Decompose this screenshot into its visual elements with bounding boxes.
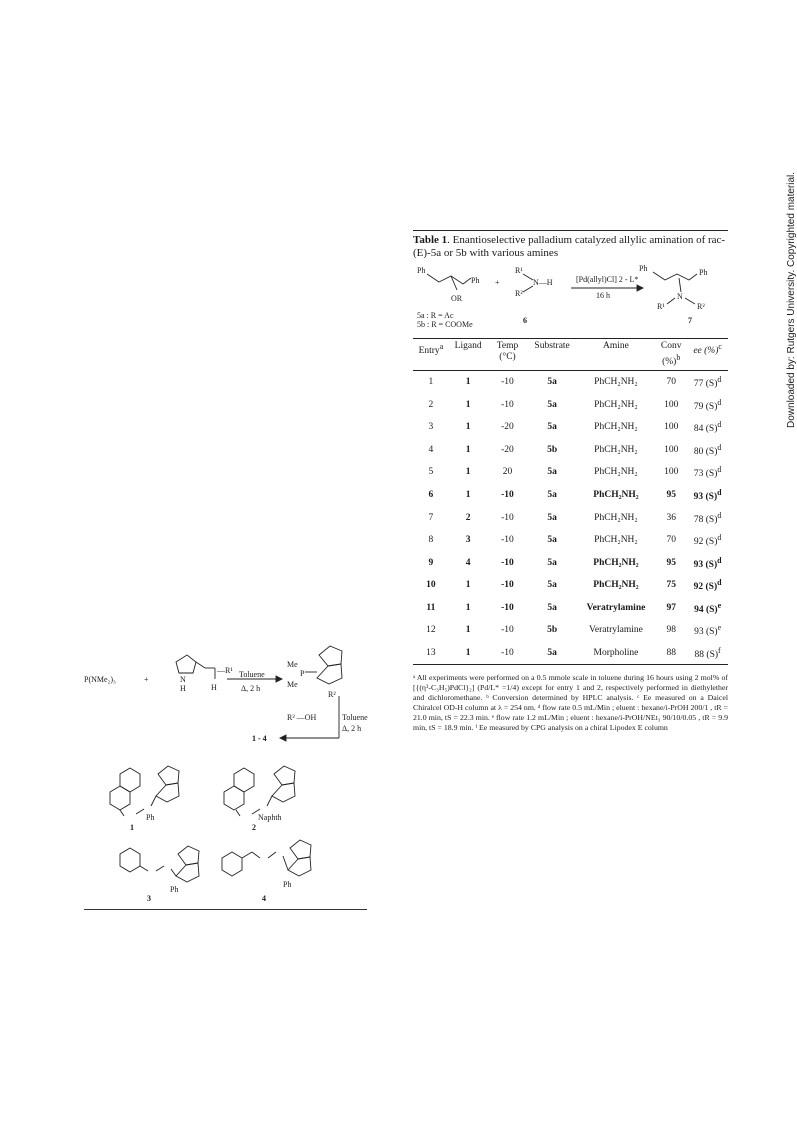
cell-entry: 3	[428, 422, 434, 433]
results-table	[413, 338, 728, 665]
cell-ee: 92 $(S)^d$	[693, 578, 722, 593]
cell-temp: -10	[501, 535, 514, 546]
cell-ee: 94 $(S)^e$	[694, 600, 722, 615]
cell-temp: -10	[501, 625, 514, 636]
col-substrate: Substrate	[534, 341, 570, 351]
ligand-2-label: 2	[252, 823, 256, 832]
table-row	[413, 439, 728, 462]
cell-substrate: 5a	[547, 557, 557, 568]
cell-substrate: 5a	[547, 535, 557, 546]
cell-amine: PhCH₂NH₂	[594, 535, 638, 546]
amine-r2: R²	[515, 289, 523, 298]
cell-ee: 92 $(S)^d$	[693, 533, 722, 548]
cell-substrate: 5a	[547, 580, 557, 591]
ligand-4-label: 4	[262, 894, 266, 903]
me2-label: Me	[287, 680, 298, 689]
cell-conv: 95	[666, 490, 676, 501]
product-ph-right: Ph	[699, 268, 708, 277]
table-row	[413, 597, 728, 620]
cell-substrate: 5a	[547, 647, 557, 658]
cell-ee: 93 $(S)^d$	[693, 487, 722, 503]
cell-entry: 5	[428, 467, 434, 478]
cell-conv: 88	[666, 647, 676, 658]
col-ligand: Ligand	[454, 341, 482, 351]
ligand-4-n-sub: Ph	[283, 880, 292, 889]
cell-entry: 13	[426, 647, 436, 658]
cell-ee: 84 $(S)^d$	[693, 420, 722, 435]
cell-ee: 88 $(S)^f$	[694, 645, 721, 661]
cell-ligand: 1	[465, 580, 471, 591]
cell-ee: 73 $(S)^d$	[693, 465, 722, 480]
substrate-5a-def: 5a : R = Ac	[417, 311, 454, 320]
cell-entry: 11	[426, 602, 436, 613]
col-temp: Temp (°C)	[496, 341, 519, 362]
table-footnotes: ᵃ All experiments were performed on a 0.5 mmole scale in toluene during 16 hours using 2 mol% of [{(η³-C₃H₅)PdCl}₂] (Pd/L* =1/4) except for entry 1 and 2, respectively performed in diethylether and dichloromethane. ᵇ Conversion determined by HPLC analysis. ᶜ Ee measured on a Daicel Chiralcel OD-H column at λ = 254 nm. ᵈ flow rate 0.5 mL/Min ; eluent : hexane/i-PrOH 200/1 , tR = 21.0 min, tS = 22.3 min. ᵉ flow rate 1.2 mL/Min ; eluent : hexane/i-PrOH/NEt₃ 90/10/0.05 , tR = 9.9 min, tS = 18.9 min. ᶠ Ee measured by CPG analysis on a chiral Lipodex E column	[413, 673, 728, 733]
cell-amine: PhCH₂NH₂	[593, 557, 639, 568]
cell-substrate: 5a	[547, 399, 557, 410]
cell-conv: 70	[666, 377, 676, 388]
cell-temp: -20	[501, 422, 514, 433]
cell-entry: 7	[428, 512, 434, 523]
me-label: Me	[287, 660, 298, 669]
cell-entry: 9	[428, 557, 434, 568]
scheme-bottom-rule	[84, 909, 367, 910]
table-row	[413, 461, 728, 484]
amine-nh: N—H	[533, 278, 553, 287]
cell-conv: 100	[664, 422, 679, 433]
cell-entry: 4	[428, 444, 434, 455]
amine-r1: R¹	[515, 266, 523, 275]
product-compound-label: 7	[688, 316, 692, 325]
cell-entry: 12	[426, 625, 436, 636]
cell-amine: PhCH₂NH₂	[594, 422, 638, 433]
cell-ligand: 2	[465, 512, 471, 523]
cell-substrate: 5a	[547, 512, 557, 523]
table-row	[413, 552, 728, 575]
table-row	[413, 484, 728, 507]
cell-conv: 97	[666, 602, 676, 613]
ligand-1-label: 1	[130, 823, 134, 832]
step2-conditions: Δ, 2 h	[342, 724, 362, 733]
table-header-row	[413, 339, 728, 371]
cell-conv: 95	[666, 557, 676, 568]
cell-ee: 93 $(S)^e$	[694, 623, 722, 638]
table-row	[413, 394, 728, 417]
cell-temp: -10	[501, 557, 514, 568]
cell-entry: 6	[428, 490, 434, 501]
table-row	[413, 416, 728, 439]
cell-entry: 2	[428, 399, 434, 410]
table-caption	[413, 230, 728, 260]
cell-ligand: 1	[465, 647, 471, 658]
cell-temp: -10	[501, 377, 514, 388]
ligand-3-n-sub: Ph	[170, 885, 179, 894]
cell-amine: PhCH₂NH₂	[593, 490, 639, 501]
table-body	[413, 371, 728, 665]
amine-compound-label: 6	[523, 316, 527, 325]
cell-amine: PhCH₂NH₂	[594, 444, 638, 455]
reaction-plus: +	[495, 278, 500, 287]
col-entry: Entry$^a$	[418, 342, 444, 357]
substrate-ph-right: Ph	[471, 276, 480, 285]
reaction-scheme	[413, 264, 728, 334]
table-row	[413, 619, 728, 642]
cell-conv: 70	[666, 535, 676, 546]
cell-temp: -10	[501, 647, 514, 658]
reagent-catalyst: [Pd(allyl)Cl] 2 - L*	[576, 275, 639, 284]
ligand-3-label: 3	[147, 894, 151, 903]
cell-entry: 1	[428, 377, 434, 388]
scheme-drawing	[84, 642, 367, 910]
cell-conv: 100	[664, 467, 679, 478]
ligand-synthesis-scheme	[84, 642, 367, 910]
cell-temp: -10	[501, 580, 514, 591]
product-r2: R²	[697, 302, 705, 311]
ligand-2-n-sub: Naphth	[258, 813, 282, 822]
plus-sign: +	[144, 675, 149, 684]
cell-substrate: 5a	[547, 377, 557, 388]
cell-entry: 10	[426, 580, 436, 591]
cell-ligand: 1	[465, 422, 471, 433]
table-row	[413, 371, 728, 394]
product-n: N	[677, 292, 683, 301]
cell-ligand: 1	[465, 625, 471, 636]
cell-conv: 36	[666, 512, 676, 523]
cell-temp: -10	[501, 512, 514, 523]
step2-reagent: R² —OH	[287, 713, 317, 722]
amine-nh-label: H	[211, 683, 217, 692]
product-ph-left: Ph	[639, 264, 648, 273]
cell-ee: 80 $(S)^d$	[693, 442, 722, 457]
cell-substrate: 5b	[547, 444, 558, 455]
amine-r1-label: —R¹	[217, 666, 233, 675]
cell-ligand: 1	[465, 399, 471, 410]
cell-substrate: 5b	[547, 625, 558, 636]
substrate-ph-left: Ph	[417, 266, 426, 275]
download-watermark: Downloaded by: Rutgers University. Copyrighted material.	[786, 171, 797, 428]
cell-conv: 75	[666, 580, 676, 591]
amine-n-label: N	[180, 675, 186, 684]
table-row	[413, 529, 728, 552]
cell-amine: PhCH₂NH₂	[594, 512, 638, 523]
product-range: 1 - 4	[252, 734, 267, 743]
cell-amine: PhCH₂NH₂	[594, 377, 638, 388]
cell-amine: PhCH₂NH₂	[594, 467, 638, 478]
step2-solvent: Toluene	[342, 713, 368, 722]
cell-conv: 100	[664, 444, 679, 455]
cell-ligand: 1	[465, 467, 471, 478]
cell-conv: 100	[664, 399, 679, 410]
table-caption-text: . Enantioselective palladium catalyzed allylic amination of rac-(E)-5a or 5b with various amines	[413, 234, 726, 259]
table-top-rule	[413, 230, 728, 231]
cell-ee: 79 $(S)^d$	[693, 397, 722, 412]
cell-temp: -10	[501, 602, 514, 613]
table-row	[413, 507, 728, 530]
table-label: Table 1	[413, 234, 448, 246]
cell-substrate: 5a	[547, 467, 557, 478]
phosphine-reagent: P(NMe₂)₃	[84, 675, 116, 684]
cell-substrate: 5a	[547, 490, 557, 501]
cell-ligand: 1	[465, 444, 471, 455]
step1-solvent: Toluene	[239, 670, 265, 679]
cell-temp: -10	[501, 490, 514, 501]
cell-amine: Veratrylamine	[586, 602, 646, 613]
step1-conditions: Δ, 2 h	[241, 684, 261, 693]
table-row	[413, 642, 728, 665]
cell-substrate: 5a	[547, 422, 557, 433]
ligand-1-n-sub: Ph	[146, 813, 155, 822]
col-conv: Conv (%)$^b$	[660, 341, 682, 368]
cell-temp: 20	[502, 467, 513, 478]
reagent-time: 16 h	[596, 291, 610, 300]
cell-entry: 8	[428, 535, 434, 546]
product-r1: R¹	[657, 302, 665, 311]
product-r2-label: R²	[328, 690, 336, 699]
cell-ee: 77 $(S)^d$	[693, 375, 722, 390]
cell-amine: Veratrylamine	[589, 625, 643, 636]
cell-amine: PhCH₂NH₂	[594, 399, 638, 410]
substrate-5b-def: 5b : R = COOMe	[417, 320, 473, 329]
col-ee: ee (%)$^c$	[693, 342, 722, 357]
cell-ligand: 1	[465, 377, 471, 388]
substrate-or: OR	[451, 294, 463, 303]
n-p-label: P	[300, 669, 305, 678]
cell-amine: PhCH₂NH₂	[593, 580, 639, 591]
col-amine: Amine	[603, 341, 629, 351]
cell-amine: Morpholine	[593, 647, 639, 658]
amine-h-label: H	[180, 684, 186, 693]
cell-ligand: 4	[465, 557, 471, 568]
cell-ligand: 1	[465, 490, 471, 501]
cell-ee: 78 $(S)^d$	[693, 510, 722, 525]
cell-temp: -20	[501, 444, 514, 455]
cell-ligand: 3	[465, 535, 471, 546]
cell-temp: -10	[501, 399, 514, 410]
table-block	[413, 230, 728, 733]
cell-ee: 93 $(S)^d$	[693, 555, 722, 570]
cell-substrate: 5a	[547, 602, 557, 613]
cell-ligand: 1	[465, 602, 471, 613]
table-row	[413, 574, 728, 597]
cell-conv: 98	[666, 625, 676, 636]
